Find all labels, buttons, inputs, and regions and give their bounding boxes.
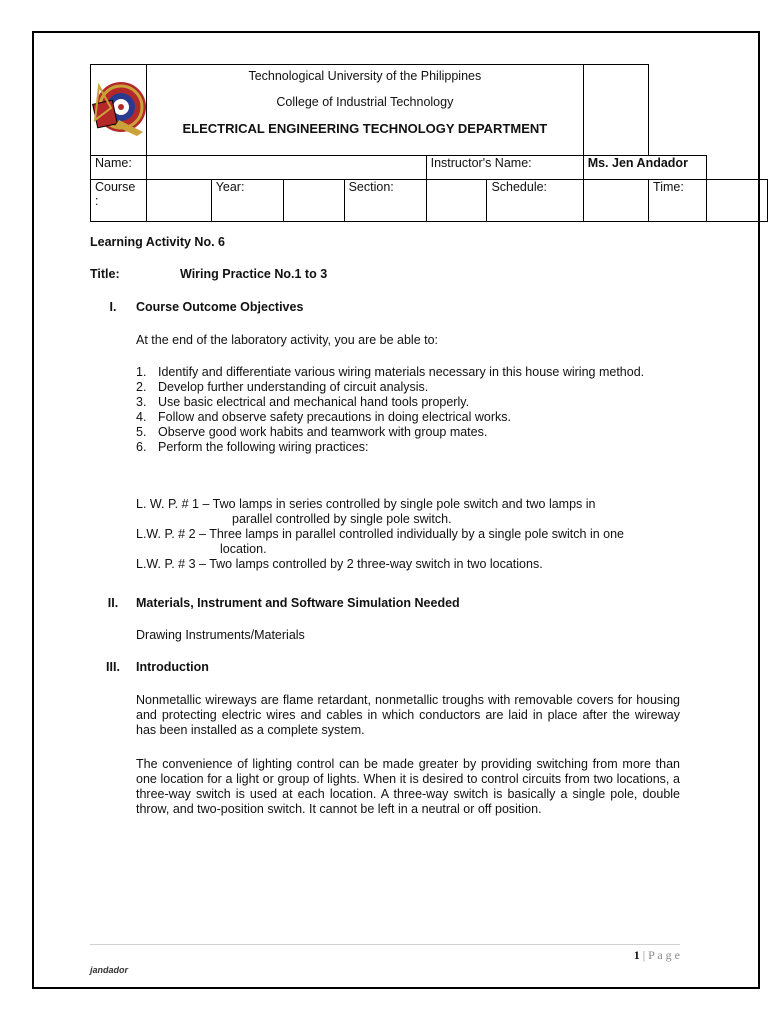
section-1-title: Course Outcome Objectives <box>136 300 304 314</box>
year-label: Year: <box>211 180 283 222</box>
section-1-heading <box>90 300 303 315</box>
section-3-title: Introduction <box>136 660 209 674</box>
lwp-2-line: L.W. P. # 2 – Three lamps in parallel controlled individually by a single pole switch in one <box>136 527 625 541</box>
section-2-heading <box>90 596 460 611</box>
department-name: ELECTRICAL ENGINEERING TECHNOLOGY DEPARTMENT <box>182 121 548 136</box>
section-2-number: II. <box>107 596 119 610</box>
list-item: 5. Observe good work habits and teamwork with group mates. <box>136 425 488 439</box>
page-number: 1 | P a g e <box>633 948 680 962</box>
course-label: Course : <box>91 180 147 222</box>
learning-activity-label: Learning Activity No. 6 <box>90 235 225 249</box>
lwp-3-line: L.W. P. # 3 – Two lamps controlled by 2 three-way switch in two locations. <box>136 557 543 571</box>
time-label: Time: <box>649 180 707 222</box>
instructor-name-value: Ms. Jen Andador <box>583 156 706 180</box>
list-item: 4. Follow and observe safety precautions in doing electrical works. <box>136 410 511 424</box>
title-label: Title: <box>90 267 120 281</box>
schedule-field[interactable] <box>583 180 648 222</box>
instructor-label: Instructor's Name: <box>426 156 583 180</box>
list-item: 2. Develop further understanding of circuit analysis. <box>136 380 429 394</box>
list-item: 1. Identify and differentiate various wiring materials necessary in this house wiring method. <box>136 365 645 379</box>
name-label: Name: <box>91 156 147 180</box>
list-item: 3. Use basic electrical and mechanical hand tools properly. <box>136 395 470 409</box>
materials-text: Drawing Instruments/Materials <box>136 628 305 642</box>
section-2-title: Materials, Instrument and Software Simulation Needed <box>136 596 460 610</box>
section-3-heading <box>90 660 209 675</box>
logo-cell <box>91 65 147 156</box>
course-field[interactable] <box>147 180 212 222</box>
objectives-list <box>136 365 680 455</box>
year-field[interactable] <box>283 180 344 222</box>
university-name: Technological University of the Philippines <box>248 69 482 83</box>
lwp-2-continuation: location. <box>220 542 267 556</box>
lwp-1-line: L. W. P. # 1 – Two lamps in series controlled by single pole switch and two lamps in <box>136 497 596 511</box>
section-label: Section: <box>344 180 426 222</box>
university-seal-logo <box>91 80 146 138</box>
college-name: College of Industrial Technology <box>276 95 454 109</box>
institution-title-cell <box>147 65 584 156</box>
header-blank-cell <box>583 65 648 156</box>
schedule-label: Schedule: <box>487 180 583 222</box>
footer-divider <box>90 944 680 945</box>
section-3-number: III. <box>106 660 120 674</box>
title-value: Wiring Practice No.1 to 3 <box>180 267 328 281</box>
wiring-practices <box>136 497 680 572</box>
lwp-1-continuation: parallel controlled by single pole switch. <box>232 512 452 526</box>
footer-author: jandador <box>90 965 129 975</box>
name-field[interactable] <box>147 156 427 180</box>
time-field[interactable] <box>706 180 767 222</box>
section-1-number: I. <box>109 300 117 314</box>
introduction-paragraph-2: The convenience of lighting control can be made greater by providing switching from more than one location for a light or group of lights. When it is desired to control circuits from two locations, a three-way switch is used at each location. A three-way switch is basically a single pole, double throw, and two-position switch. It cannot be left in a neutral or off position. <box>136 757 680 816</box>
list-item: 6. Perform the following wiring practices: <box>136 440 369 454</box>
introduction-paragraph-1: Nonmetallic wireways are flame retardant, nonmetallic troughs with removable covers for housing and protecting electric wires and cables in which conductors are laid in place after the wireway has been installed as a complete system. <box>136 693 680 737</box>
section-field[interactable] <box>426 180 487 222</box>
objectives-intro: At the end of the laboratory activity, you are be able to: <box>136 333 439 347</box>
header-table <box>90 64 768 222</box>
